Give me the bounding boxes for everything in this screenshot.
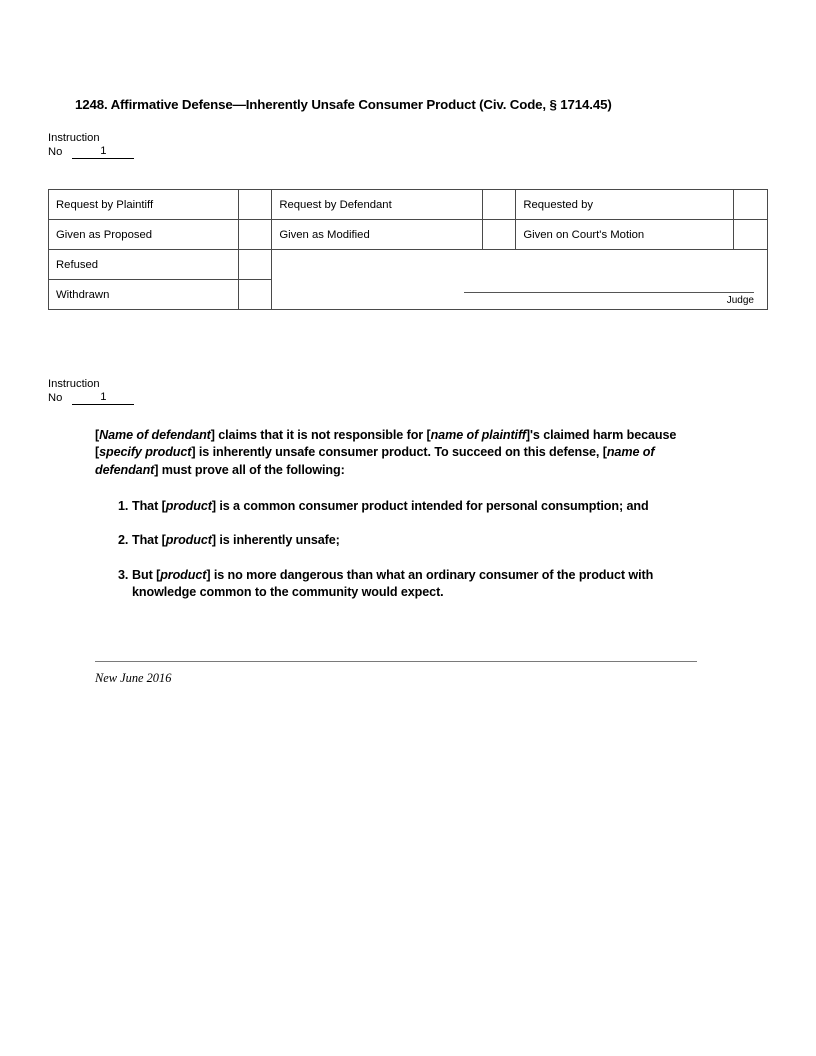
para-placeholder-name-of-defendant-2: name of defendant (95, 445, 655, 477)
footer-revision-date: New June 2016 (95, 671, 172, 685)
table-row (49, 220, 768, 250)
cell-given-as-modified: Given as Modified (272, 220, 482, 250)
instruction-no-label-top: No (48, 146, 63, 158)
item1-placeholder-product: product (165, 499, 212, 513)
checkbox-request-by-defendant[interactable] (482, 190, 516, 220)
list-item (95, 532, 720, 549)
checkbox-given-on-courts-motion[interactable] (734, 220, 768, 250)
cell-given-on-courts-motion: Given on Court's Motion (516, 220, 734, 250)
para-text-2: ] claims that it is not responsible for [ (210, 428, 431, 442)
instruction-label-bottom: Instruction (48, 378, 100, 390)
item1-prefix: That [ (132, 499, 166, 513)
list-item-text-2 (132, 532, 678, 549)
cell-given-as-proposed: Given as Proposed (49, 220, 239, 250)
elements-list (95, 498, 720, 619)
para-text-4: ] is inherently unsafe consumer product. To succeed on this defense, [ (191, 445, 607, 460)
instruction-number-top (48, 131, 134, 159)
item2-suffix: ] is inherently unsafe; (211, 533, 340, 548)
instruction-label-top: Instruction (48, 132, 100, 144)
para-placeholder-name-of-defendant: Name of defendant (99, 428, 211, 442)
table-row (49, 250, 768, 280)
footer-divider (95, 661, 697, 662)
instruction-number-bottom (48, 377, 134, 405)
list-item-marker-1: 1. (118, 499, 129, 513)
list-item-marker-3: 3. (118, 567, 129, 582)
checkbox-withdrawn[interactable] (238, 280, 272, 310)
item3-placeholder-product: product (160, 567, 207, 582)
cell-requested-by: Requested by (516, 190, 734, 220)
cell-refused: Refused (49, 250, 239, 280)
checkbox-given-as-modified[interactable] (482, 220, 516, 250)
para-placeholder-name-of-plaintiff: name of plaintiff (430, 428, 526, 442)
table-row (49, 190, 768, 220)
instruction-number-field-top[interactable]: 1 (72, 145, 134, 159)
item3-suffix: ] is no more dangerous than what an ordinary consumer of the product with knowledge common to the community would expect. (132, 567, 654, 600)
para-text-3: ]'s claimed harm because [ (95, 428, 677, 460)
instruction-no-label-bottom: No (48, 392, 63, 404)
instruction-number-field-bottom[interactable]: 1 (72, 391, 134, 405)
para-text-1: [ (95, 428, 100, 442)
para-placeholder-specify-product: specify product (99, 445, 192, 460)
checkbox-given-as-proposed[interactable] (238, 220, 272, 250)
instruction-status-table (48, 189, 768, 310)
page-title: 1248. Affirmative Defense—Inherently Unsafe Consumer Product (Civ. Code, § 1714.45) (75, 97, 612, 112)
list-item-marker-2: 2. (118, 533, 129, 548)
cell-withdrawn: Withdrawn (49, 280, 239, 310)
item3-prefix: But [ (132, 567, 161, 582)
item2-placeholder-product: product (165, 533, 212, 548)
item2-prefix: That [ (132, 533, 166, 548)
cell-request-by-defendant: Request by Defendant (272, 190, 482, 220)
para-text-5: ] must prove all of the following: (154, 462, 345, 477)
signature-cell (272, 250, 768, 310)
list-item-text-1 (132, 498, 678, 515)
list-item-text-3 (132, 567, 678, 602)
checkbox-request-by-plaintiff[interactable] (238, 190, 272, 220)
checkbox-requested-by[interactable] (734, 190, 768, 220)
checkbox-refused[interactable] (238, 250, 272, 280)
item1-suffix: ] is a common consumer product intended for personal consumption; and (211, 499, 649, 513)
instruction-paragraph (95, 427, 720, 479)
judge-signature-line[interactable] (464, 292, 754, 293)
list-item (95, 567, 720, 602)
cell-request-by-plaintiff: Request by Plaintiff (49, 190, 239, 220)
judge-signature-caption: Judge (726, 295, 754, 306)
list-item (95, 498, 720, 515)
